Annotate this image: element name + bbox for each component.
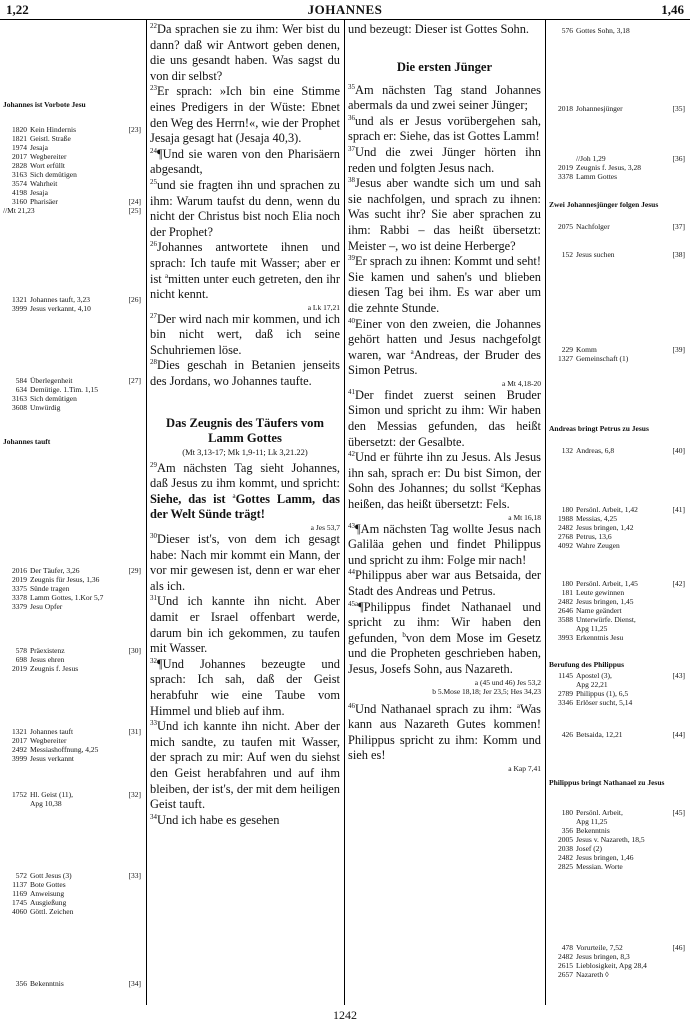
margin-entry-number: 3160 <box>12 197 27 206</box>
margin-entry-number: 698 <box>15 655 27 664</box>
margin-entry-text: Sünde tragen <box>30 584 70 593</box>
margin-entry-number: 181 <box>561 588 573 597</box>
margin-entry <box>549 808 687 817</box>
margin-verse-ref: [25] <box>128 206 141 215</box>
margin-entry-number: 356 <box>15 979 27 988</box>
margin-verse-ref: [34] <box>128 979 141 988</box>
margin-entry-number: 180 <box>561 808 573 817</box>
margin-entry <box>3 188 143 197</box>
margin-entry <box>3 179 143 188</box>
margin-entry <box>3 655 143 664</box>
margin-verse-ref: [40] <box>672 446 685 455</box>
margin-verse-ref: [45] <box>672 808 685 817</box>
margin-entry-text: Ausgießung <box>30 898 67 907</box>
margin-entry-text: Pharisäer <box>30 197 58 206</box>
margin-entry-number: 2657 <box>558 970 573 979</box>
margin-entry <box>3 304 143 313</box>
margin-entry-text: Jesu Opfer <box>30 602 63 611</box>
margin-entry-number: 4198 <box>12 188 27 197</box>
margin-entry <box>3 754 143 763</box>
margin-entry-number: 2615 <box>558 961 573 970</box>
margin-entry <box>3 664 143 673</box>
margin-entry-text: Wegbereiter <box>30 736 67 745</box>
margin-entry-number: 426 <box>561 730 573 739</box>
footnote-45b: b 5.Mose 18,18; Jer 23,5; Hes 34,23 <box>432 686 541 696</box>
margin-entry-number: 1820 <box>12 125 27 134</box>
margin-entry-number: 576 <box>561 26 573 35</box>
margin-entry-text: Zeugnis f. Jesus <box>30 664 79 673</box>
margin-entry-text: Persönl. Arbeit, 1,45 <box>576 579 638 588</box>
margin-entry-text: Sich demütigen <box>30 170 77 179</box>
margin-entry-text: Geistl. Straße <box>30 134 71 143</box>
margin-entry-text: Bote Gottes <box>30 880 66 889</box>
margin-entry-text: Zeugnis für Jesus, 1,36 <box>30 575 100 584</box>
margin-entry-text: Gottes Sohn, 3,18 <box>576 26 630 35</box>
margin-entry <box>549 680 687 689</box>
margin-entry-text: Johannesjünger <box>576 104 623 113</box>
margin-entry-number: 584 <box>15 376 27 385</box>
margin-entry-number: 3608 <box>12 403 27 412</box>
header-rule <box>0 19 690 20</box>
verse-45: $^{45a}$¶Philippus findet Nathanael und spricht zu ihm: Wir haben den gefunden, $^b$von dem Mose im Gesetz und die Propheten geschrieben haben, Jesus, Josefs Sohn, aus Nazareth. <box>348 599 541 676</box>
margin-entry-number: 2019 <box>12 575 27 584</box>
verse-34-continued: und bezeugt: Dieser ist Gottes Sohn. <box>348 22 530 36</box>
margin-verse-ref: [41] <box>672 505 685 514</box>
margin-entry-number: 3163 <box>12 394 27 403</box>
column-divider-3 <box>545 20 546 1005</box>
margin-verse-ref: [46] <box>672 943 685 952</box>
verse-32: $^{32}$¶Und Johannes bezeugte und sprach: Ich sah, daß der Geist herabfuhr wie eine Taube vom Himmel und blieb auf ihm. <box>150 656 340 718</box>
margin-entry <box>549 671 687 680</box>
column-divider-1 <box>146 20 147 1005</box>
margin-entry-number: 2017 <box>12 152 27 161</box>
margin-entry <box>549 541 687 550</box>
margin-entry <box>549 952 687 961</box>
margin-entry <box>3 907 143 916</box>
margin-verse-ref: [29] <box>128 566 141 575</box>
margin-entry <box>549 597 687 606</box>
margin-entry-number: 2019 <box>12 664 27 673</box>
section-heading-erste-juenger: Die ersten Jünger <box>396 59 493 74</box>
margin-entry <box>549 163 687 172</box>
margin-entry-number: 1321 <box>12 295 27 304</box>
margin-entry <box>549 345 687 354</box>
margin-entry <box>549 615 687 624</box>
footnote-46: a Kap 7,41 <box>508 763 541 773</box>
margin-entry <box>3 790 143 799</box>
margin-entry-number: 1988 <box>558 514 573 523</box>
margin-entry-text: Jesus verkannt, 4,10 <box>30 304 91 313</box>
margin-verse-ref: [39] <box>672 345 685 354</box>
margin-entry-text: Demütige. 1.Tim. 1,15 <box>30 385 99 394</box>
margin-entry-number: 1745 <box>12 898 27 907</box>
margin-verse-ref: [31] <box>128 727 141 736</box>
margin-topic-heading: Philippus bringt Nathanael zu Jesus <box>549 778 665 787</box>
margin-entry-number: 2075 <box>558 222 573 231</box>
margin-entry-number: 2018 <box>558 104 573 113</box>
margin-verse-ref: [42] <box>672 579 685 588</box>
verse-37: $^{37}$Und die zwei Jünger hörten ihn reden und folgten Jesus nach. <box>348 144 541 175</box>
margin-entry <box>3 979 143 988</box>
margin-entry-text: Jesus bringen, 1,46 <box>576 853 634 862</box>
margin-entry-text: Jesus bringen, 1,45 <box>576 597 634 606</box>
verse-23: $^{23}$Er sprach: »Ich bin eine Stimme eines Predigers in der Wüste: Ebnet den Weg des Herrn!«, wie der Prophet Jesaja gesagt hat (Jesaja 40,3). <box>150 84 340 146</box>
margin-entry-text: Andreas, 6,8 <box>576 446 615 455</box>
margin-verse-ref: [43] <box>672 671 685 680</box>
margin-entry-text: Unwürdig <box>30 403 61 412</box>
margin-verse-ref: [27] <box>128 376 141 385</box>
margin-entry-number: 2005 <box>558 835 573 844</box>
margin-entry-text: Der Täufer, 3,26 <box>30 566 80 575</box>
margin-verse-ref: [44] <box>672 730 685 739</box>
verse-38: $^{38}$Jesus aber wandte sich um und sah sie nachfolgen, und sprach zu ihnen: Was sucht ihr? Sie aber sprachen zu ihm: Rabbi – das heißt übersetzt: Meister –, wo ist deine Herberge? <box>348 176 541 253</box>
verse-29: $^{29}$Am nächsten Tag sieht Johannes, daß Jesus zu ihm kommt, und spricht: Siehe, das ist $^a$Gottes Lamm, das der Welt Sünde trägt! <box>150 460 340 522</box>
margin-entry-number: 180 <box>561 579 573 588</box>
margin-entry-number: 3574 <box>12 179 27 188</box>
margin-entry <box>549 523 687 532</box>
verse-36: $^{36}$und als er Jesus vorübergehen sah, sprach er: Siehe, das ist Gottes Lamm! <box>348 113 541 144</box>
margin-verse-ref: [33] <box>128 871 141 880</box>
margin-entry-text: Jesaja <box>30 143 48 152</box>
margin-entry-number: 2646 <box>558 606 573 615</box>
margin-entry <box>3 197 143 206</box>
margin-entry <box>549 514 687 523</box>
margin-entry <box>549 624 687 633</box>
margin-topic-heading: Andreas bringt Petrus zu Jesus <box>549 424 649 433</box>
margin-entry <box>3 394 143 403</box>
margin-entry-number: 152 <box>561 250 573 259</box>
margin-entry-text: Nachfolger <box>576 222 610 231</box>
margin-entry-text: Messias, 4,25 <box>576 514 618 523</box>
margin-entry-number: 4060 <box>12 907 27 916</box>
margin-entry <box>549 172 687 181</box>
margin-entry <box>549 943 687 952</box>
footnote-45a: a (45 und 46) Jes 53,2 <box>474 677 541 687</box>
margin-entry-number: 1752 <box>12 790 27 799</box>
right-margin-concordance <box>549 22 687 1012</box>
margin-entry <box>3 295 143 304</box>
verse-43: $^{43}$¶Am nächsten Tag wollte Jesus nach Galiläa gehen und findet Philippus und spricht zu ihm: Folge mir nach! <box>348 521 541 567</box>
margin-entry-text: Petrus, 13,6 <box>576 532 612 541</box>
verse-25: $^{25}$und sie fragten ihn und sprachen zu ihm: Warum taufst du denn, wenn du nicht der Christus bist noch Elia noch der Prophet? <box>150 177 340 239</box>
header-verse-start: 1,22 <box>6 2 29 17</box>
page-number: 1242 <box>333 1008 357 1022</box>
margin-topic-heading: Zwei Johannesjünger folgen Jesus <box>549 200 659 209</box>
margin-entry-text: Messian. Worte <box>576 862 623 871</box>
margin-entry-number: 2017 <box>12 736 27 745</box>
verse-42: $^{42}$Und er führte ihn zu Jesus. Als Jesus ihn sah, sprach er: Du bist Simon, der Sohn des Johannes; du sollst $^a$Kephas heißen, das heißt übersetzt: Fels. <box>348 450 541 512</box>
margin-entry-text: Betsaida, 12,21 <box>576 730 623 739</box>
margin-entry <box>3 385 143 394</box>
margin-entry <box>3 403 143 412</box>
margin-entry <box>549 698 687 707</box>
margin-entry-number: 1169 <box>12 889 27 898</box>
margin-entry <box>3 880 143 889</box>
margin-entry-text: Sich demütigen <box>30 394 77 403</box>
margin-entry-number: 229 <box>561 345 573 354</box>
margin-entry-text: Gott Jesus (3) <box>30 871 72 880</box>
verse-46: $^{46}$Und Nathanael sprach zu ihm: $^a$Was kann aus Nazareth Gutes kommen! Philippus spricht zu ihm: Komm und sieh es! <box>348 701 541 763</box>
margin-entry <box>549 730 687 739</box>
margin-entry-text: Hl. Geist (11), <box>30 790 74 799</box>
text-column-1 <box>150 22 340 1007</box>
margin-entry <box>549 633 687 642</box>
margin-entry <box>549 961 687 970</box>
verse-22: $^{22}$Da sprachen sie zu ihm: Wer bist du dann? daß wir Antwort geben denen, die uns gesandt haben. Was sagst du von dir selbst? <box>150 22 340 83</box>
margin-entry <box>549 505 687 514</box>
section-heading-lamm-gottes: Das Zeugnis des Täufers vom Lamm Gottes <box>166 415 324 445</box>
verse-27: $^{27}$Der wird nach mir kommen, und ich bin nicht wert, daß ich seine Schuhriemen löse. <box>150 311 340 357</box>
margin-entry-text: Wegbereiter <box>30 152 67 161</box>
margin-entry-number: 1821 <box>12 134 27 143</box>
margin-entry-number: 578 <box>15 646 27 655</box>
margin-entry-text: Philippus (1), 6,5 <box>576 689 629 698</box>
margin-entry-text: Jesaja <box>30 188 48 197</box>
margin-entry <box>549 579 687 588</box>
margin-verse-ref: [32] <box>128 790 141 799</box>
margin-entry-text: Erlöser sucht, 5,14 <box>576 698 633 707</box>
margin-entry <box>3 898 143 907</box>
margin-entry-text: Wahrheit <box>30 179 58 188</box>
footnote-26: a Lk 17,21 <box>307 302 340 312</box>
margin-entry-text: Bekenntnis <box>30 979 64 988</box>
margin-topic-heading: Johannes ist Vorbote Jesu <box>3 100 86 109</box>
margin-entry <box>3 125 143 134</box>
margin-verse-ref: [36] <box>672 154 685 163</box>
margin-topic-heading: Johannes tauft <box>3 437 51 446</box>
verse-33: $^{33}$Und ich kannte ihn nicht. Aber der mich sandte, zu taufen mit Wasser, der sprach zu mir: Auf wen du siehst den Geist herabfahren und auf ihm bleiben, der ist's, der mit dem heiligen Geist tauft. <box>150 719 340 812</box>
margin-entry-text: Apg 22,21 <box>576 680 608 689</box>
margin-entry-text: Jesus bringen, 1,42 <box>576 523 634 532</box>
margin-entry <box>549 222 687 231</box>
margin-entry-number: 3999 <box>12 304 27 313</box>
margin-entry <box>3 170 143 179</box>
verse-41: $^{41}$Der findet zuerst seinen Bruder Simon und spricht zu ihm: Wir haben den Messias gefunden, das heißt übersetzt: der Gesalbte. <box>348 387 541 449</box>
margin-entry <box>3 593 143 602</box>
margin-entry-text: Lieblosigkeit, Apg 28,4 <box>576 961 647 970</box>
column-divider-2 <box>344 20 345 1005</box>
margin-entry <box>3 799 143 808</box>
footnote-42: a Mt 16,18 <box>508 512 541 522</box>
margin-entry <box>3 736 143 745</box>
margin-entry-text: Göttl. Zeichen <box>30 907 74 916</box>
margin-entry-text: Lamm Gottes <box>576 172 618 181</box>
margin-entry <box>549 26 687 35</box>
margin-entry <box>3 727 143 736</box>
margin-entry-number: 2482 <box>558 853 573 862</box>
margin-entry <box>3 376 143 385</box>
margin-entry <box>549 844 687 853</box>
margin-entry-text: Johannes tauft <box>30 727 74 736</box>
margin-entry-text: Apostel (3), <box>576 671 612 680</box>
margin-entry <box>549 446 687 455</box>
margin-entry-number: 2019 <box>558 163 573 172</box>
margin-entry-number: 478 <box>561 943 573 952</box>
margin-entry-text: Jesus v. Nazareth, 18,5 <box>576 835 645 844</box>
margin-entry-number: 3588 <box>558 615 573 624</box>
margin-entry-number: 2016 <box>12 566 27 575</box>
margin-verse-ref: [23] <box>128 125 141 134</box>
verse-24: $^{24}$¶Und sie waren von den Pharisäern abgesandt, <box>150 146 340 177</box>
margin-entry-number: 3379 <box>12 602 27 611</box>
page-header <box>0 0 690 20</box>
margin-entry-text: Wahre Zeugen <box>576 541 620 550</box>
margin-entry <box>3 584 143 593</box>
margin-entry-text: Jesus verkannt <box>30 754 74 763</box>
verse-39: $^{39}$Er sprach zu ihnen: Kommt und seht! Sie kamen und sahen's und blieben diesen Tag bei ihm. Es war aber um die zehnte Stunde. <box>348 254 541 315</box>
margin-entry <box>549 104 687 113</box>
header-verse-end: 1,46 <box>661 2 684 17</box>
margin-entry-number: 3999 <box>12 754 27 763</box>
margin-entry-number: 2482 <box>558 523 573 532</box>
margin-entry-text: Johannes tauft, 3,23 <box>30 295 90 304</box>
margin-verse-ref: [35] <box>672 104 685 113</box>
margin-entry-number: 1974 <box>12 143 27 152</box>
margin-entry-number: 1145 <box>558 671 573 680</box>
margin-entry <box>549 826 687 835</box>
margin-entry-number: //Mt 21,23 <box>3 206 35 215</box>
header-book-title: JOHANNES <box>307 2 383 17</box>
margin-entry <box>3 575 143 584</box>
margin-entry-number: 2038 <box>558 844 573 853</box>
margin-entry <box>549 835 687 844</box>
margin-entry-number: 356 <box>561 826 573 835</box>
margin-entry-number: 1321 <box>12 727 27 736</box>
margin-entry-text: Josef (2) <box>576 844 603 853</box>
verse-31: $^{31}$Und ich kannte ihn nicht. Aber damit er Israel offenbart werde, darum bin ich gekommen, zu taufen mit Wasser. <box>150 594 340 656</box>
margin-entry-text: Name geändert <box>576 606 622 615</box>
margin-entry-number: 2482 <box>558 952 573 961</box>
margin-entry-text: Unterwürfe. Dienst, <box>576 615 636 624</box>
text-column-2 <box>348 22 541 1007</box>
margin-entry-text: Jesus ehren <box>30 655 65 664</box>
margin-entry-text: Gemeinschaft (1) <box>576 354 629 363</box>
margin-entry <box>549 250 687 259</box>
margin-entry-text: Lamm Gottes, 1.Kor 5,7 <box>30 593 104 602</box>
margin-verse-ref: [24] <box>128 197 141 206</box>
margin-entry-number: 180 <box>561 505 573 514</box>
verse-30: $^{30}$Dieser ist's, von dem ich gesagt habe: Nach mir kommt ein Mann, der vor mir gewesen ist, denn er war eher als ich. <box>150 531 340 593</box>
margin-entry-text: Anweisung <box>30 889 65 898</box>
verse-26: $^{26}$Johannes antwortete ihnen und sprach: Ich taufe mit Wasser; aber er ist $^a$mitten unter euch getreten, den ihr nicht kennt. <box>150 240 340 302</box>
margin-entry <box>549 588 687 597</box>
margin-entry <box>3 566 143 575</box>
margin-entry-text: Bekenntnis <box>576 826 610 835</box>
margin-entry-number: 2825 <box>558 862 573 871</box>
margin-entry <box>549 817 687 826</box>
footnote-40: a Mt 4,18-20 <box>502 378 541 388</box>
margin-entry-text: Komm <box>576 345 597 354</box>
parallel-references: (Mt 3,13-17; Mk 1,9-11; Lk 3,21.22) <box>182 446 308 457</box>
verse-44: $^{44}$Philippus aber war aus Betsaida, der Stadt des Andreas und Petrus. <box>348 568 541 598</box>
margin-entry <box>3 602 143 611</box>
margin-entry-number: 2768 <box>558 532 573 541</box>
margin-entry-number: 132 <box>561 446 573 455</box>
margin-entry-text: Persönl. Arbeit, 1,42 <box>576 505 638 514</box>
margin-entry-number: 3163 <box>12 170 27 179</box>
left-margin-concordance <box>3 22 143 1012</box>
verse-35: $^{35}$Am nächsten Tag stand Johannes abermals da und zwei seiner Jünger; <box>348 82 541 113</box>
margin-entry-number: 634 <box>15 385 27 394</box>
margin-entry-text: //Joh 1,29 <box>576 154 606 163</box>
margin-entry <box>3 889 143 898</box>
margin-verse-ref: [37] <box>672 222 685 231</box>
margin-entry-text: Kein Hindernis <box>30 125 77 134</box>
margin-entry <box>549 154 687 163</box>
margin-entry-number: 3346 <box>558 698 573 707</box>
margin-entry-number: 1137 <box>12 880 27 889</box>
margin-entry <box>549 853 687 862</box>
margin-entry-text: Vorurteile, 7,52 <box>576 943 623 952</box>
margin-entry <box>3 871 143 880</box>
margin-entry-number: 3375 <box>12 584 27 593</box>
margin-entry <box>3 152 143 161</box>
verse-34: $^{34}$Und ich habe es gesehen <box>150 812 280 827</box>
margin-entry-number: 2789 <box>558 689 573 698</box>
margin-verse-ref: [26] <box>128 295 141 304</box>
footnote-29: a Jes 53,7 <box>310 523 340 533</box>
margin-entry <box>3 134 143 143</box>
margin-entry <box>549 862 687 871</box>
margin-entry-number: 4092 <box>558 541 573 550</box>
margin-entry-text: Apg 10,38 <box>30 799 62 808</box>
margin-entry <box>549 689 687 698</box>
margin-entry-text: Zeugnis f. Jesus, 3,28 <box>576 163 641 172</box>
margin-entry <box>3 206 143 215</box>
margin-entry-text: Überlegenheit <box>30 376 73 385</box>
margin-entry-text: Persönl. Arbeit, <box>576 808 623 817</box>
margin-topic-heading: Berufung des Philippus <box>549 660 625 669</box>
margin-entry-text: Jesus bringen, 8,3 <box>576 952 630 961</box>
verse-40: $^{40}$Einer von den zweien, die Johannes gehört hatten und Jesus nachgefolgt waren, war $^a$Andreas, der Bruder des Simon Petrus. <box>348 316 541 378</box>
margin-entry-number: 572 <box>15 871 27 880</box>
margin-entry-text: Wort erfüllt <box>30 161 66 170</box>
margin-entry-text: Präexistenz <box>30 646 65 655</box>
margin-entry <box>549 970 687 979</box>
margin-entry-text: Leute gewinnen <box>576 588 625 597</box>
margin-verse-ref: [30] <box>128 646 141 655</box>
margin-entry-number: 2482 <box>558 597 573 606</box>
margin-verse-ref: [38] <box>672 250 685 259</box>
margin-entry <box>549 354 687 363</box>
margin-entry-text: Apg 11,25 <box>576 817 608 826</box>
margin-entry <box>3 161 143 170</box>
margin-entry-text: Apg 11,25 <box>576 624 608 633</box>
verse-28: $^{28}$Dies geschah in Betanien jenseits des Jordans, wo Johannes taufte. <box>150 358 340 389</box>
margin-entry-text: Nazareth ◊ <box>576 970 609 979</box>
margin-entry-number: 2828 <box>12 161 27 170</box>
margin-entry-text: Erkenntnis Jesu <box>576 633 624 642</box>
margin-entry-number: 3378 <box>12 593 27 602</box>
margin-entry-number: 3993 <box>558 633 573 642</box>
margin-entry-text: Messiashoffnung, 4,25 <box>30 745 99 754</box>
margin-entry <box>549 532 687 541</box>
margin-entry <box>3 745 143 754</box>
margin-entry-text: Jesus suchen <box>576 250 615 259</box>
margin-entry <box>3 646 143 655</box>
margin-entry <box>549 606 687 615</box>
margin-entry-number: 3378 <box>558 172 573 181</box>
margin-entry-number: 2492 <box>12 745 27 754</box>
margin-entry-number: 1327 <box>558 354 573 363</box>
margin-entry <box>3 143 143 152</box>
